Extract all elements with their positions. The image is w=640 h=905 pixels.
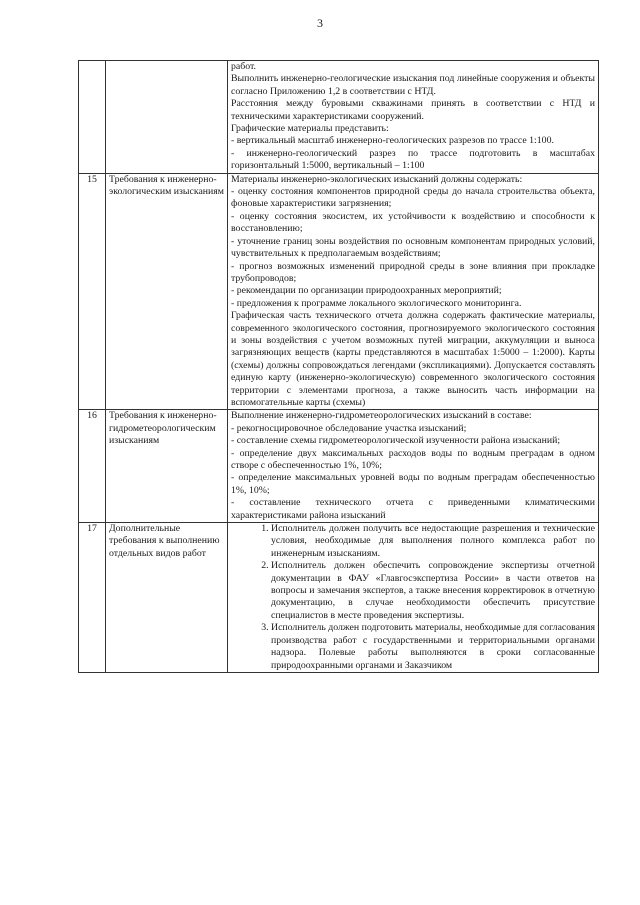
paragraph: - определение двух максимальных расходов воды по водным преградам в одном створе с обеспеченностью 1%, 10%; — [231, 447, 595, 471]
paragraph: - рекогносцировочное обследование участка изысканий; — [231, 422, 467, 434]
paragraph: - определение максимальных уровней воды по водным преградам обеспеченностью 1%, 10%; — [231, 472, 595, 496]
row-number — [79, 61, 106, 174]
requirements-table — [78, 60, 599, 673]
row-content — [228, 61, 599, 174]
list-item: 3. Исполнитель должен подготовить материалы, необходимые для согласования производства работ с государственными и территориальными органами надзора. Полевые работы выполняются в сроки согласованные природоохранными органами и Заказчиком — [271, 622, 595, 672]
row-number: 16 — [79, 410, 106, 523]
paragraph: - оценку состояния компонентов природной среды до начала строительства объекта, фоновые характеристики загрязнения; — [231, 186, 595, 210]
row-content — [228, 523, 599, 673]
row-content — [228, 173, 599, 410]
row-title — [106, 61, 228, 174]
list-item: 1. Исполнитель должен получить все недостающие разрешения и технические условия, необходимые для выполнения полного комплекса работ по инженерным изысканиям. — [271, 523, 595, 560]
paragraph: - уточнение границ зоны воздействия по основным компонентам природных условий, чувствительных к предполагаемым воздействиям; — [231, 235, 595, 260]
list-item: 2. Исполнитель должен обеспечить сопровождение экспертизы отчетной документации в ФАУ «Главгосэкспертиза России» в части ответов на вопросы и замечания экспертов, а также внесения корректировок в отчетную документацию, в случае необходимости обеспечить присутствие специалистов в месте проведения экспертизы. — [271, 560, 595, 622]
paragraph: Выполнение инженерно-гидрометеорологических изысканий в составе: — [231, 410, 532, 422]
paragraph: работ. — [231, 61, 256, 72]
paragraph: Расстояния между буровыми скважинами принять в соответствии с НТД и техническими характеристиками сооружений. — [231, 98, 595, 122]
table-row — [79, 61, 599, 174]
paragraph: Материалы инженерно-экологических изысканий должны содержать: — [231, 173, 523, 185]
paragraph: - прогноз возможных изменений природной среды в зоне влияния при прокладке трубопроводов; — [231, 260, 595, 284]
row-content — [228, 410, 599, 523]
row-title: Требования к инженерно-экологическим изысканиям — [106, 173, 228, 410]
paragraph: Графические материалы представить: — [231, 123, 389, 135]
row-number: 15 — [79, 173, 106, 410]
table-row — [79, 523, 599, 673]
page-number: 3 — [317, 16, 323, 30]
paragraph: - составление технического отчета с приведенными климатическими характеристиками района изысканий — [231, 497, 595, 521]
row-number: 17 — [79, 523, 106, 673]
row-title: Требования к инженерно-гидрометеорологическим изысканиям — [106, 410, 228, 523]
paragraph: - составление схемы гидрометеорологической изученности района изысканий; — [231, 435, 561, 447]
row-title: Дополнительные требования к выполнению отдельных видов работ — [106, 523, 228, 673]
numbered-list — [231, 523, 595, 672]
paragraph: - рекомендации по организации природоохранных мероприятий; — [231, 285, 502, 297]
paragraph: - инженерно-геологический разрез по трассе подготовить в масштабах горизонтальный 1:5000, вертикальный – 1:100 — [231, 147, 595, 172]
paragraph: - вертикальный масштаб инженерно-геологических разрезов по трассе 1:100. — [231, 135, 554, 147]
table-row — [79, 173, 599, 410]
paragraph: Выполнить инженерно-геологические изыскания под линейные сооружения и объекты согласно Приложению 1,2 в соответствии с НТД. — [231, 73, 595, 97]
paragraph: - оценку состояния экосистем, их устойчивости к воздействию и способности к восстановлению; — [231, 210, 595, 235]
table-row — [79, 410, 599, 523]
paragraph: Графическая часть технического отчета должна содержать фактические материалы, современного экологического состояния, прогнозируемого экологического состояния и зоны воздействия с учетом возможных путей миграции, аккумуляции и выноса загрязняющих веществ (карты представляются в масштабах 1:5000 – 1:2000). Карты (схемы) должны сопровождаться легендами (экспликациями). Допускается составлять единую карту (инженерно-экологическую) современного экологического состояния территории с элементами прогноза, а также выносить часть информации на вспомогательные карты (схемы) — [231, 310, 595, 408]
paragraph: - предложения к программе локального экологического мониторинга. — [231, 297, 522, 309]
